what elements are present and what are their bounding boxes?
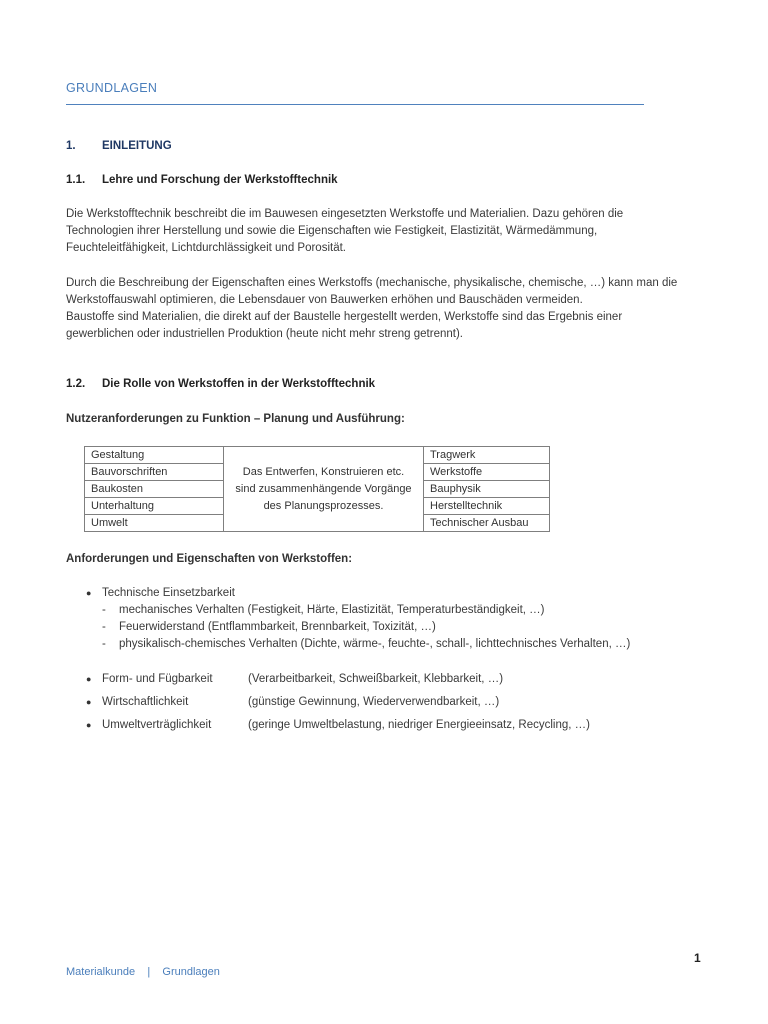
paragraph-properties — [66, 275, 686, 343]
running-header-title: GRUNDLAGEN — [66, 81, 158, 95]
list-item-label: Wirtschaftlichkeit — [102, 696, 189, 708]
table-cell-left: Baukosten — [85, 481, 224, 498]
dash-icon: - — [102, 604, 106, 616]
list-item — [86, 587, 235, 599]
middle-line: sind zusammenhängende Vorgänge — [235, 482, 412, 495]
list-item-description: (günstige Gewinnung, Wiederverwendbarkeit, …) — [248, 696, 500, 708]
paragraph-line: Feuchteleitfähigkeit, Lichtdurchlässigkeit und Porosität. — [66, 242, 346, 254]
table-cell-left: Bauvorschriften — [85, 464, 224, 481]
paragraph-line: Baustoffe sind Materialien, die direkt auf der Baustelle hergestellt werden, Werkstoffe sind das Ergebnis einer — [66, 311, 623, 323]
list-item-description: (Verarbeitbarkeit, Schweißbarkeit, Klebbarkeit, …) — [248, 673, 504, 685]
section-1-title: EINLEITUNG — [102, 140, 172, 152]
header-divider — [66, 104, 644, 105]
list-item-label: Technische Einsetzbarkeit — [102, 587, 235, 599]
section-1-1-title: Lehre und Forschung der Werkstofftechnik — [102, 174, 338, 186]
sub-list-item — [102, 638, 630, 650]
table-cell-right: Herstelltechnik — [424, 498, 550, 515]
middle-line: des Planungsprozesses. — [263, 499, 384, 512]
requirements-table — [84, 446, 550, 532]
sub-item-label: mechanisches Verhalten (Festigkeit, Härte, Elastizität, Temperaturbeständigkeit, …) — [119, 604, 545, 616]
list-item — [86, 719, 211, 731]
section-1-number: 1. — [66, 140, 76, 152]
middle-line: Das Entwerfen, Konstruieren etc. — [242, 465, 405, 478]
table-cell-right: Tragwerk — [424, 447, 550, 464]
table-cell-right: Technischer Ausbau — [424, 515, 550, 532]
running-footer: Materialkunde | Grundlagen — [66, 966, 220, 978]
dash-icon: - — [102, 638, 106, 650]
paragraph-intro — [66, 206, 686, 257]
page-number: 1 — [694, 951, 701, 965]
sub-item-label: physikalisch-chemisches Verhalten (Dichte, wärme-, feuchte-, schall-, lichttechnisches Verhalten, …) — [119, 638, 631, 650]
section-1-2-title: Die Rolle von Werkstoffen in der Werkstofftechnik — [102, 378, 376, 390]
sub-list-item — [102, 621, 436, 633]
table-row — [85, 447, 550, 464]
list-item-label: Umweltverträglichkeit — [102, 719, 212, 731]
section-1-1-number: 1.1. — [66, 174, 86, 186]
bullet-icon: ● — [86, 674, 92, 684]
table-caption: Nutzeranforderungen zu Funktion – Planung und Ausführung: — [66, 413, 405, 425]
sub-list-item — [102, 604, 544, 616]
paragraph-line: Durch die Beschreibung der Eigenschaften eines Werkstoffs (mechanische, physikalische, chemische, …) kann man die — [66, 277, 678, 289]
bullet-icon: ● — [86, 588, 92, 598]
table-cell-left: Gestaltung — [85, 447, 224, 464]
bullet-icon: ● — [86, 697, 92, 707]
list-item-description: (geringe Umweltbelastung, niedriger Energieeinsatz, Recycling, …) — [248, 719, 590, 731]
list-caption: Anforderungen und Eigenschaften von Werkstoffen: — [66, 553, 353, 565]
bullet-icon: ● — [86, 720, 92, 730]
table-cell-middle — [224, 447, 424, 532]
list-item — [86, 673, 213, 685]
paragraph-line: Technologien ihrer Herstellung und sowie die Eigenschaften wie Festigkeit, Elastizität, Wärmedämmung, — [66, 225, 598, 237]
list-item — [86, 696, 188, 708]
table-cell-right: Bauphysik — [424, 481, 550, 498]
table-cell-left: Unterhaltung — [85, 498, 224, 515]
dash-icon: - — [102, 621, 106, 633]
paragraph-line: Die Werkstofftechnik beschreibt die im Bauwesen eingesetzten Werkstoffe und Materialien. Dazu gehören die — [66, 208, 624, 220]
list-item-label: Form- und Fügbarkeit — [102, 673, 213, 685]
sub-item-label: Feuerwiderstand (Entflammbarkeit, Brennbarkeit, Toxizität, …) — [119, 621, 436, 633]
section-1-2-number: 1.2. — [66, 378, 86, 390]
table-cell-right: Werkstoffe — [424, 464, 550, 481]
paragraph-line: Werkstoffauswahl optimieren, die Lebensdauer von Bauwerken erhöhen und Bauschäden vermeiden. — [66, 294, 583, 306]
paragraph-line: gewerblichen oder industriellen Produktion (heute nicht mehr streng getrennt). — [66, 328, 463, 340]
table-cell-left: Umwelt — [85, 515, 224, 532]
